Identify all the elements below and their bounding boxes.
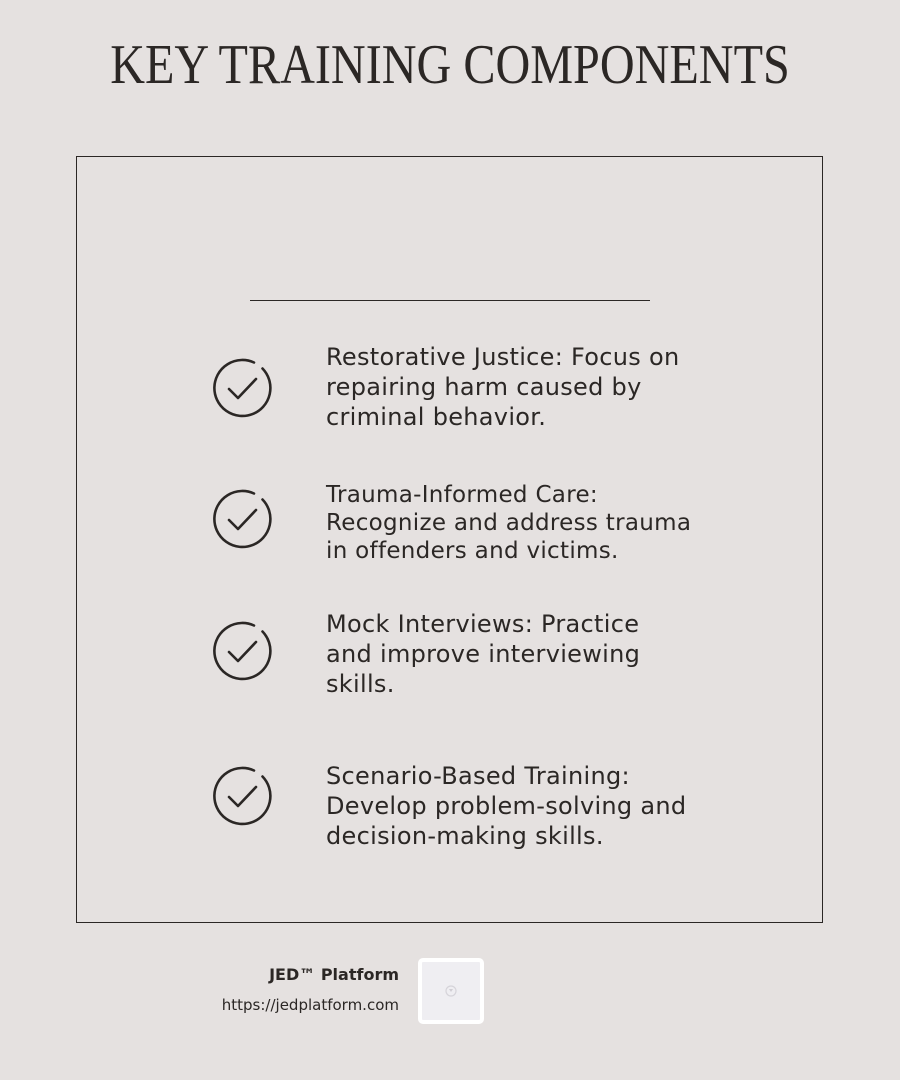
item-line: Develop problem-solving and — [326, 792, 687, 820]
item-text — [326, 761, 746, 851]
item-line: and improve interviewing — [326, 640, 641, 668]
item-line: in offenders and victims. — [326, 538, 619, 564]
list-item — [212, 481, 752, 571]
item-line: Mock Interviews: Practice — [326, 610, 640, 638]
check-circle-icon — [212, 488, 274, 550]
item-text — [326, 342, 746, 432]
item-line: Trauma-Informed Care: — [326, 482, 598, 508]
list-item — [212, 761, 752, 861]
check-circle-icon — [212, 357, 274, 419]
item-line: criminal behavior. — [326, 403, 547, 431]
item-line: Scenario-Based Training: — [326, 762, 630, 790]
brand-url-link[interactable]: https://jedplatform.com — [221, 996, 399, 1014]
brand-name: JED™ Platform — [269, 965, 399, 984]
item-line: repairing harm caused by — [326, 373, 642, 401]
list-item — [212, 609, 752, 709]
brand-logo — [418, 958, 484, 1024]
item-text — [326, 609, 746, 699]
item-line: skills. — [326, 670, 395, 698]
divider — [250, 300, 650, 301]
list-item — [212, 342, 752, 442]
item-line: Recognize and address trauma — [326, 510, 692, 536]
item-text — [326, 481, 746, 565]
check-circle-icon — [212, 620, 274, 682]
item-line: decision-making skills. — [326, 822, 604, 850]
page-title: KEY TRAINING COMPONENTS — [110, 34, 790, 96]
logo-icon — [444, 983, 458, 999]
item-line: Restorative Justice: Focus on — [326, 343, 680, 371]
check-circle-icon — [212, 765, 274, 827]
